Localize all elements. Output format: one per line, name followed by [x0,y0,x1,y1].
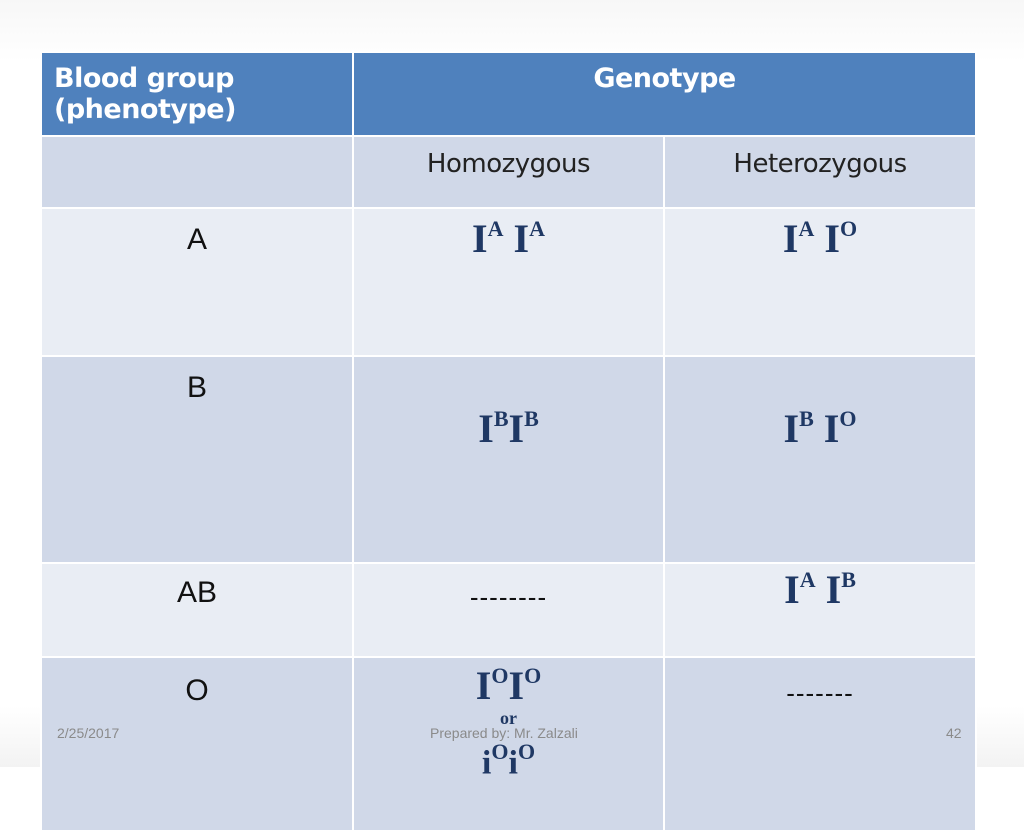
subheader-empty [41,136,353,208]
genotype-heterozygous: $I^B$ $I^O$ [783,405,857,451]
table-row [41,208,976,356]
header-phenotype: Blood group (phenotype) [41,52,353,136]
genotype-homozygous: $I^OI^O$ [475,662,542,708]
genotype-heterozygous: $I^A$ $I^B$ [784,566,856,612]
genotype-homozygous: $I^BI^B$ [478,405,539,451]
table-row [41,356,976,563]
phenotype-label: AB [176,576,218,609]
phenotype-label: A [186,223,207,256]
footer-prepared-by: Prepared by: Mr. Zalzali [430,725,578,741]
phenotype-label: B [186,371,207,404]
table-header-row [41,52,976,136]
genotype-homozygous-alt: $i^Oi^O$ [481,739,536,782]
table-row [41,563,976,657]
genotype-heterozygous: $I^A$ $I^O$ [782,215,858,261]
table-subheader-row [41,136,976,208]
phenotype-label: O [185,674,209,707]
genotype-homozygous: $I^A$ $I^A$ [472,215,545,261]
subheader-homozygous: Homozygous [353,136,664,208]
genotype-heterozygous-none: ------- [786,678,854,708]
footer-page-number: 42 [946,725,962,741]
subheader-heterozygous: Heterozygous [664,136,976,208]
or-label: or [500,708,517,728]
genotype-homozygous-none: -------- [469,582,548,612]
blood-group-table [40,51,977,832]
table-row [41,657,976,831]
header-genotype: Genotype [353,52,976,136]
footer-date: 2/25/2017 [57,725,120,741]
